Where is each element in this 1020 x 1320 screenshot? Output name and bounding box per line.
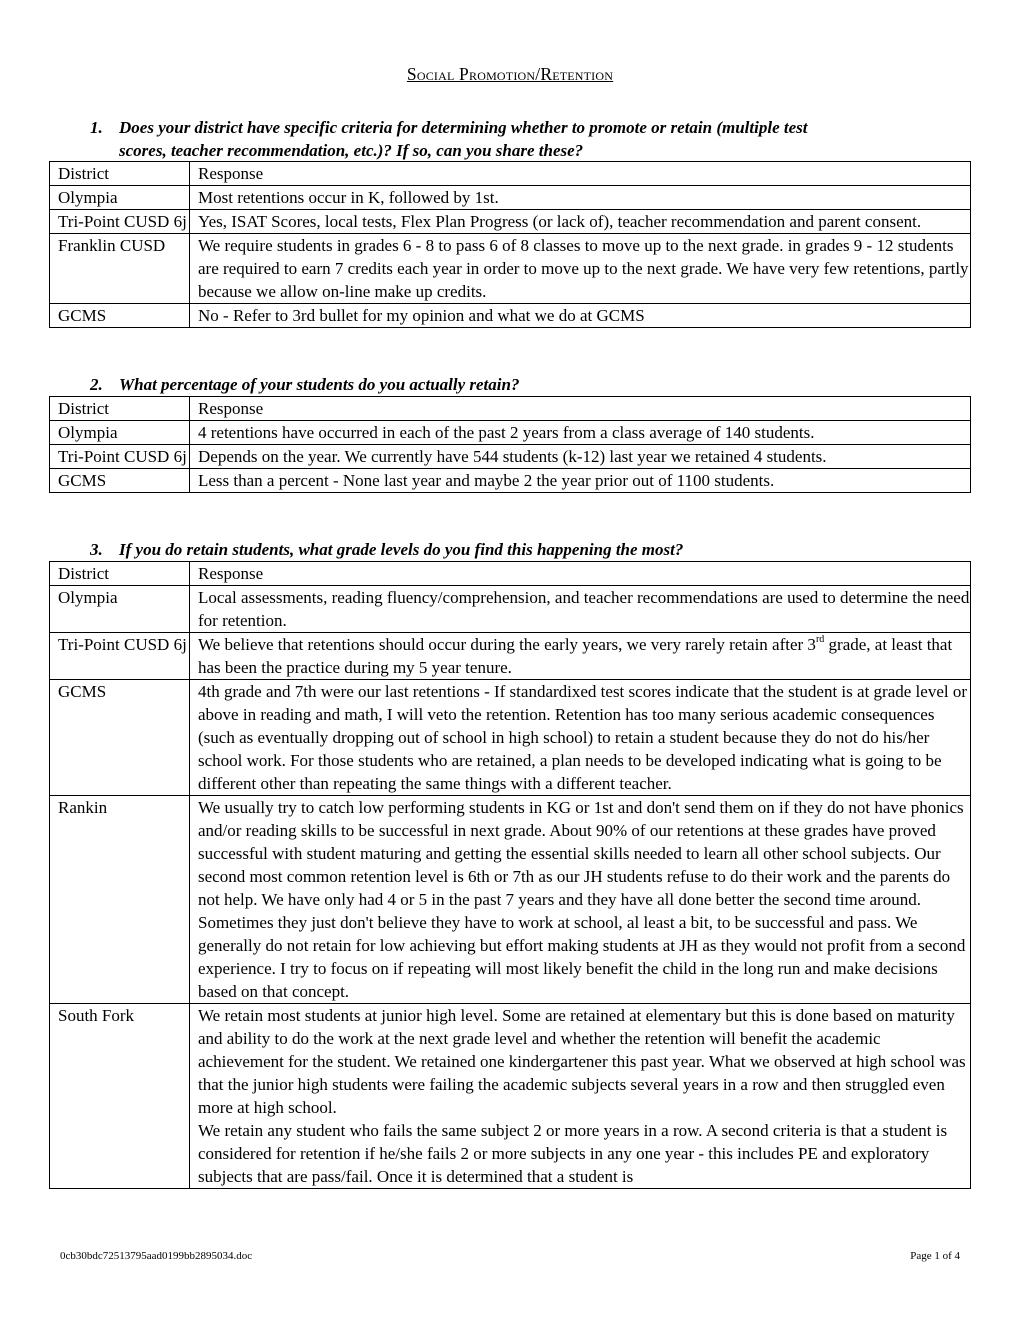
- district-cell: Tri-Point CUSD 6j: [50, 210, 190, 234]
- question-1: [90, 116, 960, 162]
- response-cell: We require students in grades 6 - 8 to pass 6 of 8 classes to move up to the next grade. in grades 9 - 12 students are required to earn 7 credits each year in order to move up to the next grade. We have very few retentions, partly because we allow on-line make up credits.: [190, 234, 971, 304]
- district-cell: Olympia: [50, 421, 190, 445]
- question-number: 1.: [90, 118, 103, 137]
- response-cell: No - Refer to 3rd bullet for my opinion and what we do at GCMS: [190, 304, 971, 328]
- header-district: District: [50, 562, 190, 586]
- question-2: [90, 373, 960, 396]
- table-row: [50, 445, 971, 469]
- question-number: 2.: [90, 375, 103, 394]
- header-response: Response: [190, 562, 971, 586]
- response-cell: 4 retentions have occurred in each of the past 2 years from a class average of 140 students.: [190, 421, 971, 445]
- district-cell: GCMS: [50, 680, 190, 796]
- district-cell: GCMS: [50, 469, 190, 493]
- response-cell: [190, 633, 971, 680]
- question-text-line1: Does your district have specific criteria for determining whether to promote or retain (multiple test: [119, 118, 808, 137]
- district-cell: South Fork: [50, 1004, 190, 1189]
- response-text: We believe that retentions should occur during the early years, we very rarely retain after 3: [198, 635, 816, 654]
- table-row: [50, 234, 971, 304]
- table-row: [50, 186, 971, 210]
- question-number: 3.: [90, 540, 103, 559]
- table-row: [50, 680, 971, 796]
- response-cell: Depends on the year. We currently have 544 students (k-12) last year we retained 4 students.: [190, 445, 971, 469]
- table-header-row: [50, 162, 971, 186]
- response-paragraph: We retain any student who fails the same subject 2 or more years in a row. A second criteria is that a student is considered for retention if he/she fails 2 or more subjects in any one year - this includes PE and exploratory subjects that are pass/fail. Once it is determined that a student is: [198, 1121, 948, 1186]
- district-cell: Tri-Point CUSD 6j: [50, 445, 190, 469]
- response-cell: Less than a percent - None last year and maybe 2 the year prior out of 1100 students.: [190, 469, 971, 493]
- response-cell: We usually try to catch low performing students in KG or 1st and don't send them on if they do not have phonics and/or reading skills to be successful in next grade. About 90% of our retentions at these grades have proved successful with student maturing and getting the essential skills needed to learn all other school subjects. Our second most common retention level is 6th or 7th as our JH students refuse to do their work and the parents do not help. We have only had 4 or 5 in the past 7 years and they have all done better the second time around. Sometimes they just don't believe they have to work at school, al least a bit, to be successful and pass. We generally do not retain for low achieving but effort making students at JH as they would not profit from a second experience. I try to focus on if repeating will most likely benefit the child in the long run and make decisions based on that concept.: [190, 796, 971, 1004]
- table-header-row: [50, 562, 971, 586]
- footer-filename: 0cb30bdc72513795aad0199bb2895034.doc: [60, 1250, 253, 1262]
- table-row: [50, 469, 971, 493]
- response-table-1: [49, 161, 971, 328]
- response-cell: Most retentions occur in K, followed by 1st.: [190, 186, 971, 210]
- district-cell: Franklin CUSD: [50, 234, 190, 304]
- table-row: [50, 633, 971, 680]
- table-row: [50, 210, 971, 234]
- table-row: [50, 796, 971, 1004]
- response-cell: 4th grade and 7th were our last retentions - If standardixed test scores indicate that the student is at grade level or above in reading and math, I will veto the retention. Retention has too many serious academic consequences (such as eventually dropping out of school in high school) to retain a student because they do not do his/her school work. For those students who are retained, a plan needs to be developed indicating what is going to be different other than repeating the same things with a different teacher.: [190, 680, 971, 796]
- superscript: rd: [815, 634, 825, 645]
- response-text: grade, at least that has been the practice during my 5 year tenure.: [198, 635, 953, 677]
- question-3: [90, 538, 960, 561]
- question-text: If you do retain students, what grade levels do you find this happening the most?: [119, 540, 684, 559]
- table-row: [50, 304, 971, 328]
- response-cell: Yes, ISAT Scores, local tests, Flex Plan Progress (or lack of), teacher recommendation and parent consent.: [190, 210, 971, 234]
- table-header-row: [50, 397, 971, 421]
- table-row: [50, 421, 971, 445]
- district-cell: Olympia: [50, 186, 190, 210]
- header-response: Response: [190, 397, 971, 421]
- question-text-line2: scores, teacher recommendation, etc.)? If so, can you share these?: [119, 141, 584, 160]
- response-cell: [190, 1004, 971, 1189]
- page-title: Social Promotion/Retention: [406, 64, 614, 84]
- header-district: District: [50, 397, 190, 421]
- header-district: District: [50, 162, 190, 186]
- header-response: Response: [190, 162, 971, 186]
- district-cell: Olympia: [50, 586, 190, 633]
- footer-page-number: Page 1 of 4: [910, 1250, 960, 1262]
- response-table-2: [49, 396, 971, 493]
- district-cell: Rankin: [50, 796, 190, 1004]
- response-table-3: [49, 561, 971, 1189]
- response-paragraph: We retain most students at junior high level. Some are retained at elementary but this is done based on maturity and ability to do the work at the next grade level and whether the retention will benefit the academic achievement for the student. We retained one kindergartener this past year. What we observed at high school was that the junior high students were failing the academic subjects several years in a row and then struggled even more at high school.: [198, 1006, 966, 1117]
- response-cell: Local assessments, reading fluency/comprehension, and teacher recommendations are used to determine the need for retention.: [190, 586, 971, 633]
- table-row: [50, 586, 971, 633]
- question-text: What percentage of your students do you actually retain?: [119, 375, 520, 394]
- district-cell: GCMS: [50, 304, 190, 328]
- district-cell: Tri-Point CUSD 6j: [50, 633, 190, 680]
- table-row: [50, 1004, 971, 1189]
